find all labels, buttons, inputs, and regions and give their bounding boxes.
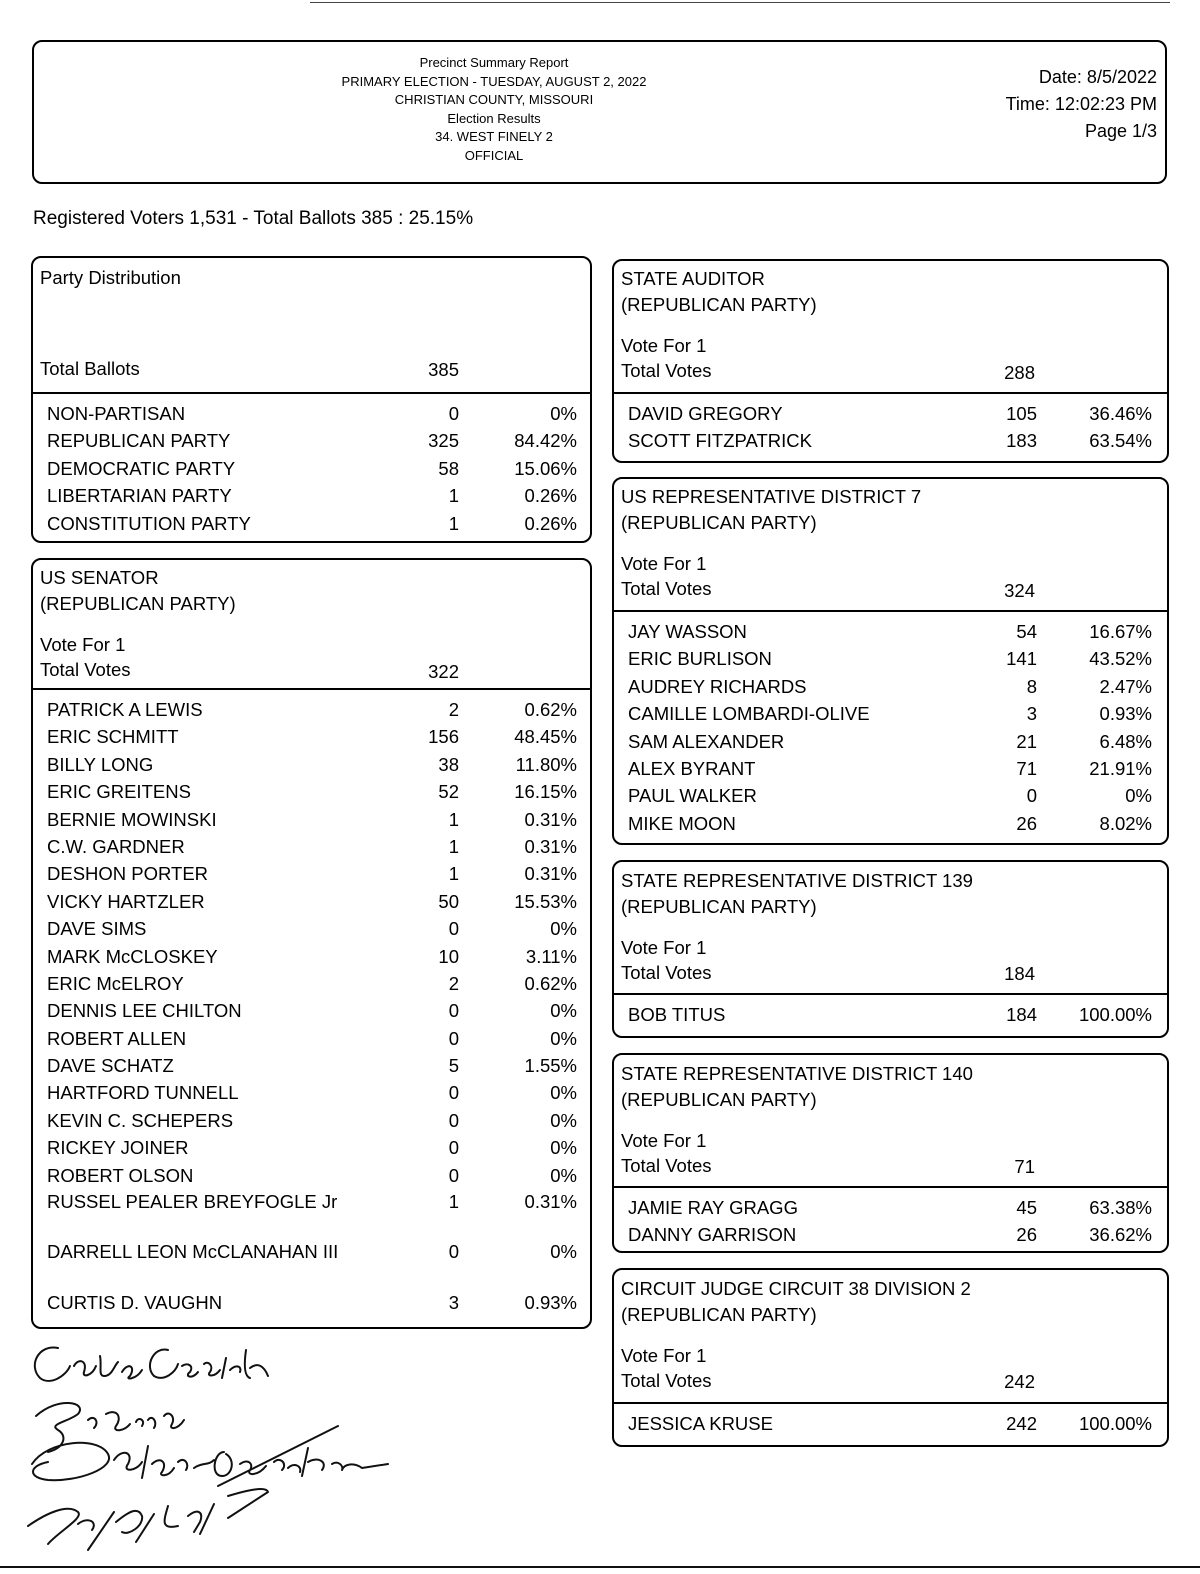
candidate-name: HARTFORD TUNNELL: [47, 1082, 239, 1104]
table-row: [33, 1189, 590, 1239]
candidate-name: BERNIE MOWINSKI: [47, 808, 217, 830]
vote-count: 45: [1016, 1197, 1037, 1218]
candidate-rows: [614, 995, 1167, 1028]
vote-percent: 0.31%: [524, 835, 577, 857]
vote-for: Vote For 1: [621, 937, 707, 958]
report-title: Precinct Summary Report: [419, 55, 569, 70]
top-rule: [310, 2, 1170, 3]
bottom-rule: [0, 1566, 1200, 1568]
vote-percent: 15.53%: [514, 890, 577, 912]
candidate-name: NON-PARTISAN: [47, 403, 186, 424]
candidate-name: CURTIS D. VAUGHN: [47, 1292, 223, 1314]
vote-count: 1: [448, 485, 459, 507]
vote-count: 184: [1006, 1004, 1037, 1025]
candidate-name: RICKEY JOINER: [47, 1137, 189, 1159]
table-row: [33, 1079, 590, 1106]
candidate-name: KEVIN C. SCHEPERS: [47, 1109, 234, 1131]
vote-count: 5: [448, 1055, 459, 1077]
vote-count: 0: [448, 1137, 459, 1159]
vote-percent: 11.80%: [515, 753, 577, 775]
table-row: [614, 400, 1167, 427]
contest-title: US REPRESENTATIVE DISTRICT 7: [621, 486, 922, 507]
vote-count: 183: [1006, 430, 1037, 452]
vote-percent: 43.52%: [1089, 648, 1152, 670]
state-rep-district-139-header: [614, 862, 1167, 995]
candidate-name: REPUBLICAN PARTY: [47, 430, 231, 452]
vote-count: 141: [1006, 648, 1037, 670]
candidate-rows: [33, 690, 590, 1316]
candidate-name: ERIC BURLISON: [628, 648, 772, 670]
vote-count: 52: [438, 781, 459, 803]
results-label: Election Results: [447, 110, 541, 126]
candidate-name: JAY WASSON: [628, 621, 747, 642]
candidate-rows: [614, 394, 1167, 455]
table-row: [33, 1239, 590, 1289]
table-row: [614, 700, 1167, 727]
total-votes-value: 322: [428, 661, 459, 682]
candidate-name: C.W. GARDNER: [47, 835, 185, 857]
contest-title: STATE REPRESENTATIVE DISTRICT 140: [621, 1063, 973, 1084]
vote-for: Vote For 1: [621, 335, 707, 356]
candidate-name: VICKY HARTZLER: [47, 890, 205, 912]
table-row: [614, 645, 1167, 672]
vote-count: 0: [1026, 785, 1037, 807]
vote-count: 38: [438, 753, 459, 775]
us-rep-district-7-header: [614, 479, 1167, 612]
candidate-name: MIKE MOON: [628, 812, 736, 834]
contest-title: US SENATOR: [40, 567, 159, 588]
vote-count: 3: [1026, 703, 1037, 725]
vote-count: 156: [428, 726, 459, 748]
report-header: [32, 40, 1167, 184]
table-row: [33, 510, 590, 537]
candidate-name: ERIC GREITENS: [47, 781, 191, 803]
vote-for: Vote For 1: [621, 1130, 707, 1151]
total-votes-value: 71: [1014, 1156, 1035, 1177]
total-ballots-label: Total Ballots: [40, 358, 140, 379]
party-rows: [33, 394, 590, 537]
vote-percent: 84.42%: [514, 430, 577, 452]
vote-count: 71: [1016, 757, 1037, 779]
table-row: [614, 728, 1167, 755]
state-rep-district-139-box: [612, 860, 1169, 1038]
page-number: Page 1/3: [1084, 121, 1157, 141]
vote-count: 0: [448, 1082, 459, 1104]
candidate-name: MARK McCLOSKEY: [47, 945, 218, 967]
county-name: CHRISTIAN COUNTY, MISSOURI: [394, 92, 594, 108]
contest-title: CIRCUIT JUDGE CIRCUIT 38 DIVISION 2: [621, 1278, 971, 1299]
candidate-name: DARRELL LEON McCLANAHAN III: [47, 1241, 339, 1263]
table-row: [33, 778, 590, 805]
vote-percent: 63.38%: [1089, 1197, 1152, 1218]
vote-count: 1: [448, 808, 459, 830]
table-row: [33, 1025, 590, 1052]
table-row: [33, 970, 590, 997]
vote-percent: 0%: [550, 403, 577, 424]
election-name: PRIMARY ELECTION - TUESDAY, AUGUST 2, 2022: [341, 73, 647, 89]
vote-count: 1: [448, 512, 459, 534]
precinct-name: 34. WEST FINELY 2: [435, 129, 553, 145]
vote-percent: 0.93%: [524, 1292, 577, 1314]
table-row: [33, 1162, 590, 1189]
table-row: [33, 806, 590, 833]
table-row: [614, 810, 1167, 837]
table-row: [33, 943, 590, 970]
table-row: [33, 427, 590, 454]
table-row: [614, 755, 1167, 782]
vote-count: 54: [1016, 621, 1037, 642]
vote-percent: 0.26%: [524, 512, 577, 534]
vote-percent: 0.62%: [524, 972, 577, 994]
state-auditor-box: [612, 259, 1169, 463]
vote-count: 26: [1016, 1224, 1037, 1246]
vote-percent: 0%: [550, 1000, 577, 1022]
contest-party: (REPUBLICAN PARTY): [621, 512, 817, 533]
vote-percent: 0.62%: [524, 699, 577, 720]
table-row: [614, 427, 1167, 454]
vote-percent: 6.48%: [1099, 730, 1152, 752]
total-ballots-value: 385: [428, 359, 459, 380]
circuit-judge-box: [612, 1268, 1169, 1447]
box-title: Party Distribution: [40, 267, 181, 288]
vote-for: Vote For 1: [621, 553, 707, 574]
total-votes-value: 242: [1004, 1371, 1035, 1392]
candidate-name: DANNY GARRISON: [628, 1224, 797, 1246]
total-votes-value: 324: [1004, 580, 1035, 601]
table-row: [33, 400, 590, 427]
vote-percent: 0%: [1125, 785, 1152, 807]
contest-party: (REPUBLICAN PARTY): [621, 896, 817, 917]
table-row: [33, 860, 590, 887]
candidate-name: ALEX BYRANT: [628, 757, 756, 779]
table-row: [614, 1194, 1167, 1221]
vote-count: 0: [448, 1109, 459, 1131]
report-meta: [1006, 64, 1157, 145]
contest-party: (REPUBLICAN PARTY): [621, 294, 817, 315]
vote-count: 2: [448, 699, 459, 720]
total-votes-label: Total Votes: [621, 1370, 712, 1391]
vote-count: 1: [448, 835, 459, 857]
table-row: [33, 1107, 590, 1134]
candidate-name: ROBERT ALLEN: [47, 1027, 187, 1049]
table-row: [33, 1134, 590, 1161]
vote-count: 0: [448, 1241, 459, 1263]
vote-percent: 0%: [550, 1164, 577, 1186]
candidate-name: DEMOCRATIC PARTY: [47, 457, 236, 479]
vote-count: 242: [1006, 1413, 1037, 1434]
vote-count: 0: [448, 403, 459, 424]
table-row: [33, 997, 590, 1024]
candidate-name: JAMIE RAY GRAGG: [628, 1197, 798, 1218]
table-row: [33, 696, 590, 723]
table-row: [33, 751, 590, 778]
table-row: [33, 1289, 590, 1316]
candidate-name: LIBERTARIAN PARTY: [47, 485, 232, 507]
vote-percent: 0.26%: [524, 485, 577, 507]
vote-count: 0: [448, 1027, 459, 1049]
vote-count: 26: [1016, 812, 1037, 834]
table-row: [614, 1001, 1167, 1028]
vote-percent: 15.06%: [514, 457, 577, 479]
party-distribution-box: [31, 256, 592, 543]
vote-count: 2: [448, 972, 459, 994]
candidate-name: DESHON PORTER: [47, 863, 209, 885]
table-row: [33, 1052, 590, 1079]
vote-count: 21: [1016, 730, 1037, 752]
vote-percent: 36.62%: [1089, 1224, 1152, 1246]
table-row: [33, 723, 590, 750]
table-row: [614, 782, 1167, 809]
candidate-name: RUSSEL PEALER BREYFOGLE Jr: [47, 1191, 338, 1213]
vote-percent: 8.02%: [1099, 812, 1152, 834]
candidate-rows: [614, 1404, 1167, 1437]
vote-percent: 0.31%: [524, 1191, 577, 1213]
report-date: Date: 8/5/2022: [1038, 67, 1157, 87]
vote-percent: 63.54%: [1089, 430, 1152, 452]
vote-percent: 0%: [550, 1241, 577, 1263]
candidate-name: ERIC SCHMITT: [47, 726, 179, 748]
table-row: [33, 833, 590, 860]
contest-party: (REPUBLICAN PARTY): [40, 593, 236, 614]
vote-count: 50: [438, 890, 459, 912]
handwritten-signatures: [18, 1336, 418, 1556]
registered-voters-line: Registered Voters 1,531 - Total Ballots 385 : 25.15%: [33, 208, 474, 229]
vote-for: Vote For 1: [621, 1345, 707, 1366]
candidate-name: DAVID GREGORY: [628, 403, 783, 424]
state-auditor-header: [614, 261, 1167, 394]
party-distribution-header: [33, 258, 590, 394]
vote-percent: 48.45%: [514, 726, 577, 748]
vote-count: 3: [448, 1292, 459, 1314]
table-row: [33, 888, 590, 915]
candidate-rows: [614, 612, 1167, 837]
table-row: [33, 455, 590, 482]
vote-percent: 0.93%: [1099, 703, 1152, 725]
vote-count: 105: [1006, 403, 1037, 424]
state-rep-district-140-box: [612, 1053, 1169, 1253]
table-row: [614, 1221, 1167, 1248]
vote-count: 0: [448, 918, 459, 940]
candidate-name: BOB TITUS: [628, 1004, 726, 1025]
vote-count: 0: [448, 1164, 459, 1186]
vote-percent: 0%: [550, 1109, 577, 1131]
official-label: OFFICIAL: [464, 147, 524, 163]
candidate-name: AUDREY RICHARDS: [628, 675, 807, 697]
circuit-judge-header: [614, 1270, 1167, 1404]
total-votes-value: 288: [1004, 362, 1035, 383]
vote-count: 58: [438, 457, 459, 479]
us-senator-header: [33, 560, 590, 690]
vote-percent: 3.11%: [525, 945, 577, 967]
total-votes-value: 184: [1004, 963, 1035, 984]
candidate-name: DAVE SIMS: [47, 918, 147, 940]
vote-count: 10: [438, 945, 459, 967]
candidate-name: BILLY LONG: [47, 753, 154, 775]
vote-count: 8: [1026, 675, 1037, 697]
candidate-name: PAUL WALKER: [628, 785, 757, 807]
vote-percent: 0%: [550, 1027, 577, 1049]
vote-percent: 36.46%: [1089, 403, 1152, 424]
candidate-name: JESSICA KRUSE: [628, 1413, 773, 1434]
vote-percent: 16.15%: [514, 781, 577, 803]
candidate-rows: [614, 1188, 1167, 1249]
vote-percent: 0%: [550, 1082, 577, 1104]
vote-percent: 1.55%: [524, 1055, 577, 1077]
contest-party: (REPUBLICAN PARTY): [621, 1089, 817, 1110]
vote-count: 1: [448, 863, 459, 885]
table-row: [614, 618, 1167, 645]
vote-percent: 0%: [550, 1137, 577, 1159]
vote-count: 1: [448, 1191, 459, 1213]
candidate-name: PATRICK A LEWIS: [47, 699, 203, 720]
candidate-name: CONSTITUTION PARTY: [47, 512, 251, 534]
vote-percent: 21.91%: [1089, 757, 1152, 779]
vote-for: Vote For 1: [40, 634, 126, 655]
report-title-block: [264, 54, 724, 166]
total-votes-label: Total Votes: [621, 578, 712, 599]
contest-title: STATE REPRESENTATIVE DISTRICT 139: [621, 870, 973, 891]
vote-percent: 0.31%: [524, 863, 577, 885]
total-votes-label: Total Votes: [621, 962, 712, 983]
us-senator-box: [31, 558, 592, 1329]
vote-count: 325: [428, 430, 459, 452]
total-votes-label: Total Votes: [621, 1155, 712, 1176]
candidate-name: CAMILLE LOMBARDI-OLIVE: [628, 703, 870, 725]
vote-percent: 2.47%: [1099, 675, 1152, 697]
candidate-name: ERIC McELROY: [47, 972, 184, 994]
total-votes-label: Total Votes: [40, 659, 131, 680]
state-rep-district-140-header: [614, 1055, 1167, 1188]
candidate-name: SCOTT FITZPATRICK: [628, 430, 812, 452]
table-row: [33, 482, 590, 509]
vote-percent: 100.00%: [1078, 1004, 1152, 1025]
table-row: [614, 1410, 1167, 1437]
report-time: Time: 12:02:23 PM: [1005, 94, 1157, 114]
candidate-name: DAVE SCHATZ: [47, 1055, 174, 1077]
vote-count: 0: [448, 1000, 459, 1022]
total-votes-label: Total Votes: [621, 360, 712, 381]
table-row: [614, 673, 1167, 700]
contest-title: STATE AUDITOR: [621, 268, 765, 289]
vote-percent: 100.00%: [1078, 1413, 1152, 1434]
candidate-name: ROBERT OLSON: [47, 1164, 194, 1186]
us-rep-district-7-box: [612, 477, 1169, 845]
table-row: [33, 915, 590, 942]
candidate-name: DENNIS LEE CHILTON: [47, 1000, 242, 1022]
vote-percent: 0.31%: [524, 808, 577, 830]
candidate-name: SAM ALEXANDER: [628, 730, 785, 752]
contest-party: (REPUBLICAN PARTY): [621, 1304, 817, 1325]
vote-percent: 16.67%: [1089, 621, 1152, 642]
vote-percent: 0%: [550, 918, 577, 940]
